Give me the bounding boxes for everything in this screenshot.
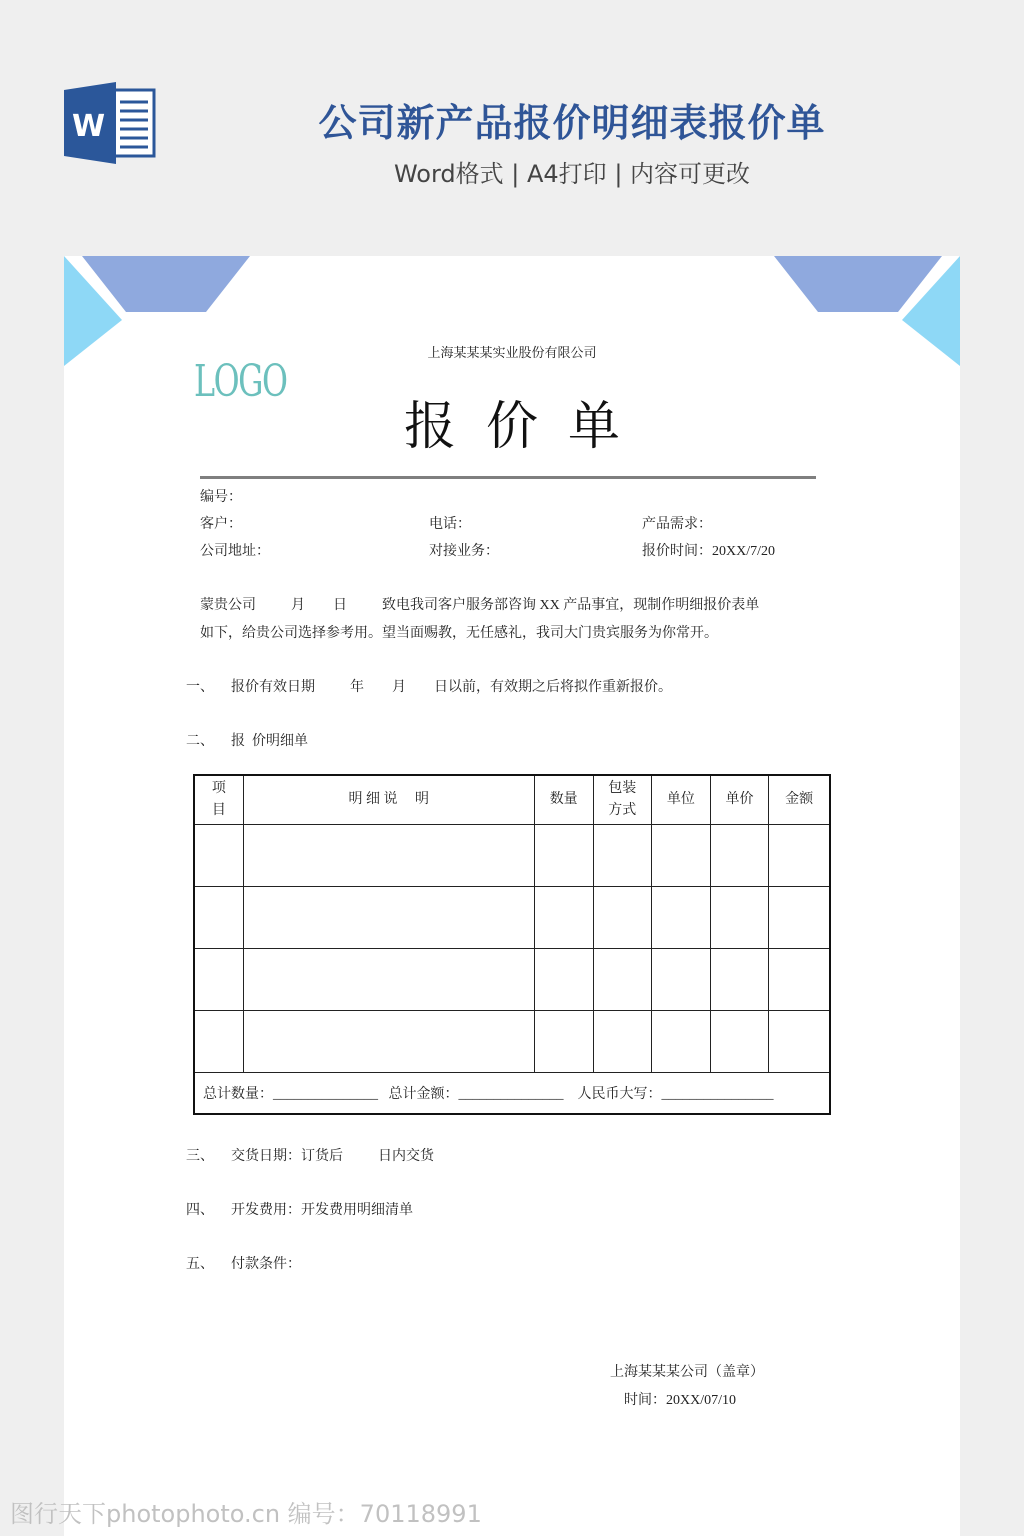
- table-totals: 总计数量：_______________ 总计金额：_______________ 人民币大写：________________: [194, 1073, 830, 1115]
- field-address: 公司地址：: [200, 544, 270, 559]
- table-cell[interactable]: [652, 825, 711, 887]
- table-cell[interactable]: [710, 887, 769, 949]
- item-5-text: 付款条件：: [231, 1257, 301, 1272]
- item-1-text: 报价有效日期 年 月 日以前，有效期之后将拟作重新报价。: [231, 680, 672, 695]
- item-2-number: 二、: [186, 734, 214, 749]
- table-cell[interactable]: [593, 887, 652, 949]
- svg-text:W: W: [72, 109, 106, 144]
- table-cell[interactable]: [769, 1011, 830, 1073]
- document-page: [64, 256, 960, 1536]
- table-footer-row: [194, 1073, 830, 1115]
- table-cell[interactable]: [652, 1011, 711, 1073]
- table-cell[interactable]: [534, 949, 593, 1011]
- table-cell[interactable]: [710, 1011, 769, 1073]
- table-row: [194, 825, 830, 887]
- intro-line-2: 如下，给贵公司选择参考用。望当面赐教，无任感礼，我司大门贵宾服务为你常开。: [200, 626, 718, 641]
- table-header-row: [194, 775, 830, 825]
- document-title: 报价单: [403, 397, 650, 457]
- logo: LOGO: [194, 356, 287, 407]
- table-cell[interactable]: [534, 887, 593, 949]
- header-description: 明 细 说 明: [243, 775, 534, 825]
- header-packaging: 包装 方式: [593, 775, 652, 825]
- intro-line-1: 蒙贵公司 月 日 致电我司客户服务部咨询 XX 产品事宜，现制作明细报价表单: [200, 598, 760, 613]
- table-cell[interactable]: [534, 825, 593, 887]
- table-cell[interactable]: [194, 949, 243, 1011]
- watermark: 图行天下photophoto.cn 编号：70118991: [10, 1500, 482, 1528]
- table-cell[interactable]: [769, 949, 830, 1011]
- item-4-text: 开发费用：开发费用明细清单: [231, 1203, 413, 1218]
- table-cell[interactable]: [243, 949, 534, 1011]
- item-3-text: 交货日期：订货后 日内交货: [231, 1149, 434, 1164]
- field-demand: 产品需求：: [642, 517, 712, 532]
- field-contact: 对接业务：: [429, 544, 499, 559]
- table-cell[interactable]: [593, 1011, 652, 1073]
- table-cell[interactable]: [194, 825, 243, 887]
- table-row: [194, 887, 830, 949]
- table-cell[interactable]: [534, 1011, 593, 1073]
- table-cell[interactable]: [593, 825, 652, 887]
- header-price: 单价: [710, 775, 769, 825]
- stamp-time: 时间：20XX/07/10: [624, 1393, 736, 1408]
- item-1-number: 一、: [186, 680, 214, 695]
- table-cell[interactable]: [243, 1011, 534, 1073]
- table-cell[interactable]: [194, 1011, 243, 1073]
- title-divider: [200, 476, 816, 479]
- header-amount: 金额: [769, 775, 830, 825]
- header-item: 项 目: [194, 775, 243, 825]
- table-cell[interactable]: [593, 949, 652, 1011]
- table-cell[interactable]: [710, 825, 769, 887]
- page-title: 公司新产品报价明细表报价单: [318, 101, 826, 145]
- table-cell[interactable]: [652, 887, 711, 949]
- table-cell[interactable]: [243, 825, 534, 887]
- item-3-number: 三、: [186, 1149, 214, 1164]
- table-row: [194, 1011, 830, 1073]
- table-cell[interactable]: [194, 887, 243, 949]
- item-5-number: 五、: [186, 1257, 214, 1272]
- header-unit: 单位: [652, 775, 711, 825]
- table-cell[interactable]: [769, 825, 830, 887]
- stamp-company: 上海某某某公司（盖章）: [610, 1365, 764, 1380]
- field-customer: 客户：: [200, 517, 242, 532]
- header-quantity: 数量: [534, 775, 593, 825]
- field-number: 编号：: [200, 490, 242, 505]
- field-phone: 电话：: [429, 517, 471, 532]
- table-row: [194, 949, 830, 1011]
- table-cell[interactable]: [769, 887, 830, 949]
- table-cell[interactable]: [243, 887, 534, 949]
- page-subtitle: Word格式 | A4打印 | 内容可更改: [393, 160, 751, 188]
- item-2-text: 报 价明细单: [231, 734, 308, 749]
- table-cell[interactable]: [652, 949, 711, 1011]
- table-cell[interactable]: [710, 949, 769, 1011]
- company-name: 上海某某某实业股份有限公司: [427, 346, 597, 361]
- item-4-number: 四、: [186, 1203, 214, 1218]
- field-quote-time: 报价时间：20XX/7/20: [642, 544, 775, 559]
- quote-table: [193, 774, 831, 1115]
